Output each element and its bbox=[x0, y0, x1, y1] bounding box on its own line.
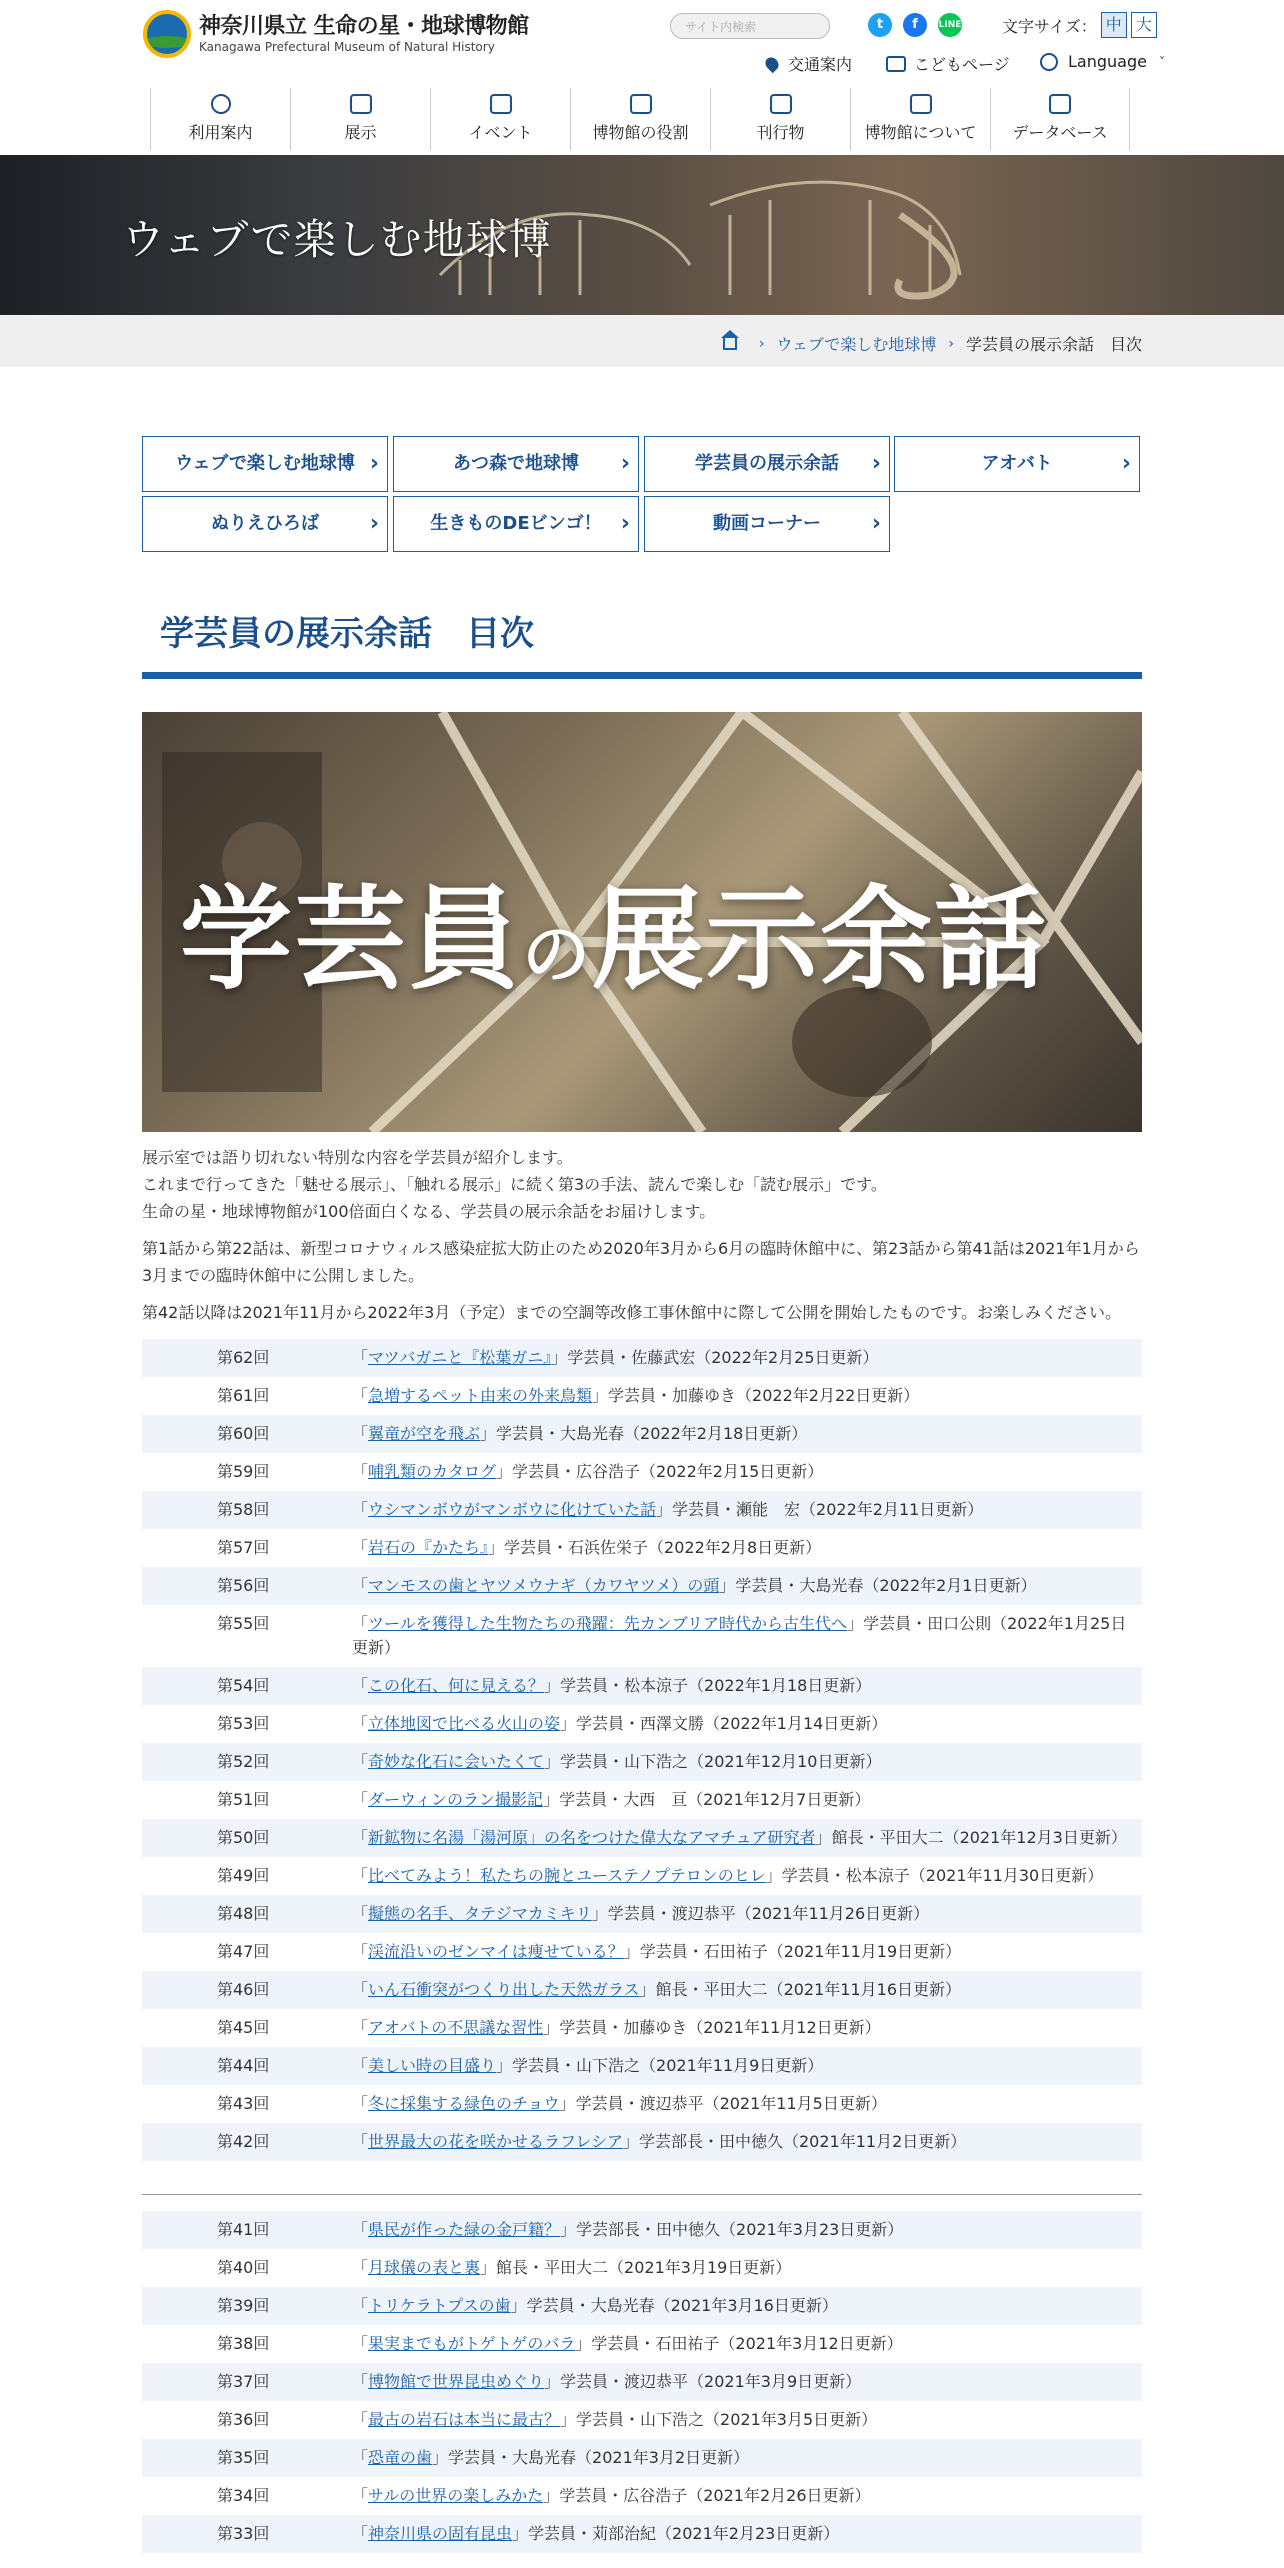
banner-title-particle: の bbox=[522, 915, 593, 995]
episode-link[interactable]: 哺乳類のカタログ bbox=[368, 1462, 497, 1481]
episode-link[interactable]: 恐竜の歯 bbox=[368, 2448, 433, 2467]
episode-meta: 学芸員・松本涼子（2021年11月30日更新） bbox=[781, 1866, 1104, 1885]
episode-meta: 学芸員・広谷浩子（2021年2月26日更新） bbox=[559, 2486, 871, 2505]
database-search-icon bbox=[1049, 94, 1071, 114]
episode-entry: 「いん石衝突がつくり出した天然ガラス」館長・平田大二（2021年11月16日更新） bbox=[352, 1971, 1142, 2009]
episode-entry: 「比べてみよう！私たちの腕とユーステノプテロンのヒレ」学芸員・松本涼子（2021年11月30日更新） bbox=[352, 1866, 1104, 1885]
category-button[interactable]: あつ森で地球博 › bbox=[393, 436, 639, 492]
gnav-database[interactable] bbox=[990, 88, 1130, 150]
episode-link[interactable]: マツバガニと『松葉ガニ』 bbox=[368, 1348, 552, 1367]
gnav-about[interactable] bbox=[850, 88, 990, 150]
episode-link[interactable]: いん石衝突がつくり出した天然ガラス bbox=[368, 1980, 640, 1999]
intro-text bbox=[142, 1144, 1142, 1326]
episode-link[interactable]: トリケラトプスの歯 bbox=[368, 2296, 511, 2315]
table-row bbox=[142, 2009, 1142, 2047]
search-input[interactable]: サイト内検索 bbox=[670, 13, 830, 39]
table-row bbox=[142, 2123, 1142, 2161]
episode-entry: 「マンモスの歯とヤツメウナギ（カワヤツメ）の頭」学芸員・大島光春（2022年2月1日更新） bbox=[352, 1567, 1142, 1605]
episode-meta: 学芸員・加藤ゆき（2022年2月22日更新） bbox=[608, 1386, 920, 1405]
table-row bbox=[142, 2211, 1142, 2249]
episode-meta: 学芸員・広谷浩子（2022年2月15日更新） bbox=[512, 1462, 824, 1481]
gnav-publications[interactable] bbox=[710, 88, 850, 150]
episode-number: 第34回 bbox=[217, 2486, 270, 2505]
episode-entry: 「翼竜が空を飛ぶ」学芸員・大島光春（2022年2月18日更新） bbox=[352, 1415, 1142, 1453]
episode-entry: 「マツバガニと『松葉ガニ』」学芸員・佐藤武宏（2022年2月25日更新） bbox=[352, 1339, 1142, 1377]
globe-hands-icon bbox=[630, 94, 652, 114]
episode-number: 第49回 bbox=[217, 1866, 270, 1885]
episode-link[interactable]: 月球儀の表と裏 bbox=[368, 2258, 481, 2277]
category-button[interactable]: アオバト › bbox=[894, 436, 1140, 492]
category-button[interactable]: ウェブで楽しむ地球博 › bbox=[142, 436, 388, 492]
table-row bbox=[142, 2439, 1142, 2477]
episode-entry: 「急増するペット由来の外来鳥類」学芸員・加藤ゆき（2022年2月22日更新） bbox=[352, 1386, 920, 1405]
site-logo[interactable] bbox=[143, 10, 529, 58]
gnav-label: 展示 bbox=[344, 123, 377, 142]
hero-title: ウェブで楽しむ地球博 bbox=[122, 215, 552, 264]
font-size-medium-button[interactable]: 中 bbox=[1101, 12, 1127, 38]
episode-number: 第55回 bbox=[217, 1614, 270, 1633]
subnav-access-label: 交通案内 bbox=[788, 55, 853, 74]
category-button[interactable]: 生きものDEビンゴ！ › bbox=[393, 496, 639, 552]
table-row bbox=[142, 1819, 1142, 1857]
table-row bbox=[142, 2047, 1142, 2085]
episode-meta: 学芸員・山下浩之（2021年12月10日更新） bbox=[560, 1752, 882, 1771]
episode-entry: 「岩石の『かたち』」学芸員・石浜佐栄子（2022年2月8日更新） bbox=[352, 1538, 822, 1557]
title-underline bbox=[142, 672, 1142, 679]
episode-number: 第33回 bbox=[142, 2515, 352, 2553]
episode-entry: 「博物館で世界昆虫めぐり」学芸員・渡辺恭平（2021年3月9日更新） bbox=[352, 2363, 1142, 2401]
museum-building-icon bbox=[910, 94, 932, 114]
episode-number: 第50回 bbox=[142, 1819, 352, 1857]
table-row bbox=[142, 1339, 1142, 1377]
episode-link[interactable]: アオバトの不思議な習性 bbox=[368, 2018, 544, 2037]
episode-entry: 「月球儀の表と裏」館長・平田大二（2021年3月19日更新） bbox=[352, 2258, 792, 2277]
episode-number: 第52回 bbox=[142, 1743, 352, 1781]
episode-number: 第39回 bbox=[142, 2287, 352, 2325]
table-row bbox=[142, 1743, 1142, 1781]
table-row bbox=[142, 2085, 1142, 2123]
twitter-icon[interactable]: t bbox=[868, 13, 892, 37]
episode-entry: 「果実までもがトゲトゲのバラ」学芸員・石田祐子（2021年3月12日更新） bbox=[352, 2334, 903, 2353]
list-divider bbox=[142, 2194, 1142, 2195]
episode-entry: 「立体地図で比べる火山の姿」学芸員・西澤文勝（2022年1月14日更新） bbox=[352, 1714, 888, 1733]
gnav-role[interactable] bbox=[570, 88, 710, 150]
logo-subtitle: Kanagawa Prefectural Museum of Natural History bbox=[199, 40, 495, 54]
episode-meta: 学芸員・渡辺恭平（2021年11月5日更新） bbox=[575, 2094, 887, 2113]
episode-entry: 「ダーウィンのラン撮影記」学芸員・大西 亘（2021年12月7日更新） bbox=[352, 1790, 871, 1809]
episode-entry: 「トリケラトプスの歯」学芸員・大島光春（2021年3月16日更新） bbox=[352, 2287, 1142, 2325]
breadcrumb-current: 学芸員の展示余話 目次 bbox=[965, 335, 1142, 354]
chevron-right-icon: › bbox=[758, 335, 765, 352]
episode-meta: 学芸員・石浜佐栄子（2022年2月8日更新） bbox=[504, 1538, 822, 1557]
global-nav bbox=[150, 88, 1130, 150]
table-row bbox=[142, 2325, 1142, 2363]
episode-number: 第48回 bbox=[142, 1895, 352, 1933]
episode-meta: 学芸員・石田祐子（2021年11月19日更新） bbox=[639, 1942, 962, 1961]
episode-number: 第46回 bbox=[142, 1971, 352, 2009]
feature-banner-image bbox=[142, 712, 1142, 1132]
episode-meta: 学芸員・大島光春（2021年3月2日更新） bbox=[448, 2448, 750, 2467]
episode-meta: 学芸員・佐藤武宏（2022年2月25日更新） bbox=[567, 1348, 879, 1367]
episode-meta: 学芸員・大島光春（2021年3月16日更新） bbox=[526, 2296, 838, 2315]
intro-line: 第42話以降は2021年11月から2022年3月（予定）までの空調等改修工事休館中に際して公開を開始したものです。お楽しみください。 bbox=[142, 1303, 1122, 1322]
table-row bbox=[142, 1895, 1142, 1933]
episode-meta: 学芸員・渡辺恭平（2021年11月26日更新） bbox=[607, 1904, 930, 1923]
episode-list-older bbox=[142, 2211, 1142, 2553]
table-row bbox=[142, 2401, 1142, 2439]
table-row bbox=[142, 1781, 1142, 1819]
fossil-icon bbox=[350, 94, 372, 114]
table-row bbox=[142, 1453, 1142, 1491]
episode-link[interactable]: 奇妙な化石に会いたくて bbox=[368, 1752, 545, 1771]
episode-link[interactable]: 岩石の『かたち』 bbox=[368, 1538, 489, 1557]
font-size-control bbox=[1002, 12, 1157, 38]
episode-link[interactable]: 世界最大の花を咲かせるラフレシア bbox=[368, 2132, 623, 2151]
episode-link[interactable]: 博物館で世界昆虫めぐり bbox=[368, 2372, 545, 2391]
banner-title bbox=[180, 850, 1048, 1011]
episode-meta: 館長・平田大二（2021年12月3日更新） bbox=[831, 1828, 1127, 1847]
table-row bbox=[142, 2287, 1142, 2325]
episode-meta: 学芸員・大島光春（2022年2月1日更新） bbox=[735, 1576, 1037, 1595]
episode-entry: 「ウシマンボウがマンボウに化けていた話」学芸員・瀬能 宏（2022年2月11日更新） bbox=[352, 1491, 1142, 1529]
episode-number: 第44回 bbox=[142, 2047, 352, 2085]
episode-link[interactable]: 比べてみよう！私たちの腕とユーステノプテロンのヒレ bbox=[368, 1866, 766, 1885]
language-label: Language bbox=[1068, 52, 1147, 71]
episode-number: 第35回 bbox=[142, 2439, 352, 2477]
episode-link[interactable]: ツールを獲得した生物たちの飛躍：先カンブリア時代から古生代へ bbox=[368, 1614, 848, 1633]
episode-number: 第45回 bbox=[217, 2018, 270, 2037]
hero-banner bbox=[0, 155, 1284, 315]
episode-meta: 学芸員・加藤ゆき（2021年11月12日更新） bbox=[559, 2018, 881, 2037]
gnav-label: 博物館について bbox=[864, 123, 977, 142]
table-row bbox=[142, 1667, 1142, 1705]
episode-number: 第47回 bbox=[217, 1942, 270, 1961]
table-row bbox=[142, 1377, 1142, 1415]
episode-entry: 「アオバトの不思議な習性」学芸員・加藤ゆき（2021年11月12日更新） bbox=[352, 2018, 881, 2037]
episode-link[interactable]: 果実までもがトゲトゲのバラ bbox=[368, 2334, 576, 2353]
banner-title-part: 展示余話 bbox=[592, 874, 1049, 1005]
episode-number: 第53回 bbox=[217, 1714, 270, 1733]
episode-number: 第51回 bbox=[217, 1790, 270, 1809]
episode-link[interactable]: 渓流沿いのゼンマイは痩せている？ bbox=[368, 1942, 624, 1961]
episode-entry: 「冬に採集する緑色のチョウ」学芸員・渡辺恭平（2021年11月5日更新） bbox=[352, 2094, 887, 2113]
episode-meta: 学芸員・瀬能 宏（2022年2月11日更新） bbox=[672, 1500, 984, 1519]
info-icon bbox=[211, 94, 231, 114]
episode-number: 第60回 bbox=[142, 1415, 352, 1453]
episode-meta: 学芸員・田口公則（2022年1月25日更新） bbox=[352, 1614, 1127, 1657]
episode-meta: 学芸員・西澤文勝（2022年1月14日更新） bbox=[576, 1714, 888, 1733]
episode-entry: 「世界最大の花を咲かせるラフレシア」学芸部長・田中徳久（2021年11月2日更新） bbox=[352, 2123, 1142, 2161]
episode-number: 第59回 bbox=[217, 1462, 270, 1481]
episode-entry: 「神奈川県の固有昆虫」学芸員・苅部治紀（2021年2月23日更新） bbox=[352, 2515, 1142, 2553]
episode-link[interactable]: 美しい時の目盛り bbox=[368, 2056, 497, 2075]
gnav-events[interactable] bbox=[430, 88, 570, 150]
gnav-exhibits[interactable] bbox=[290, 88, 430, 150]
episode-link[interactable]: 擬態の名手、タテジマカミキリ bbox=[368, 1904, 592, 1923]
episode-meta: 学芸部長・田中徳久（2021年3月23日更新） bbox=[576, 2220, 904, 2239]
episode-list-recent bbox=[142, 1339, 1142, 2161]
episode-number: 第37回 bbox=[142, 2363, 352, 2401]
home-icon[interactable] bbox=[723, 338, 737, 350]
book-icon bbox=[770, 94, 792, 114]
episode-link[interactable]: 県民が作った緑の金戸籍？ bbox=[368, 2220, 561, 2239]
gnav-label: イベント bbox=[468, 123, 533, 142]
episode-number: 第61回 bbox=[217, 1386, 270, 1405]
facebook-icon[interactable]: f bbox=[903, 13, 927, 37]
episode-number: 第38回 bbox=[217, 2334, 270, 2353]
table-row bbox=[142, 2363, 1142, 2401]
episode-number: 第54回 bbox=[142, 1667, 352, 1705]
episode-number: 第43回 bbox=[217, 2094, 270, 2113]
subnav-kids[interactable] bbox=[886, 52, 1010, 75]
episode-meta: 学芸員・石田祐子（2021年3月12日更新） bbox=[591, 2334, 903, 2353]
table-row bbox=[142, 1567, 1142, 1605]
episode-link[interactable]: サルの世界の楽しみかた bbox=[368, 2486, 544, 2505]
table-row bbox=[142, 1491, 1142, 1529]
kids-page-icon bbox=[886, 56, 906, 72]
episode-number: 第62回 bbox=[142, 1339, 352, 1377]
chevron-down-icon: ˅ bbox=[1158, 54, 1165, 69]
episode-entry: 「この化石、何に見える？」学芸員・松本涼子（2022年1月18日更新） bbox=[352, 1667, 1142, 1705]
episode-entry: 「サルの世界の楽しみかた」学芸員・広谷浩子（2021年2月26日更新） bbox=[352, 2486, 871, 2505]
table-row bbox=[142, 2515, 1142, 2553]
episode-entry: 「美しい時の目盛り」学芸員・山下浩之（2021年11月9日更新） bbox=[352, 2047, 1142, 2085]
episode-link[interactable]: 急増するペット由来の外来鳥類 bbox=[368, 1386, 593, 1405]
episode-number: 第57回 bbox=[217, 1538, 270, 1557]
episode-link[interactable]: 翼竜が空を飛ぶ bbox=[368, 1424, 481, 1443]
episode-number: 第36回 bbox=[217, 2410, 270, 2429]
font-size-label: 文字サイズ： bbox=[1002, 16, 1097, 36]
site-header bbox=[0, 0, 1284, 155]
gnav-label: 利用案内 bbox=[188, 123, 253, 142]
episode-link[interactable]: 神奈川県の固有昆虫 bbox=[368, 2524, 513, 2543]
museum-logo-icon bbox=[143, 10, 191, 58]
episode-meta: 学芸員・苅部治紀（2021年2月23日更新） bbox=[528, 2524, 840, 2543]
intro-line: 展示室では語り切れない特別な内容を学芸員が紹介します。 bbox=[142, 1148, 573, 1167]
font-size-large-button[interactable]: 大 bbox=[1131, 12, 1157, 38]
line-icon[interactable]: LINE bbox=[938, 13, 962, 37]
episode-meta: 学芸員・大島光春（2022年2月18日更新） bbox=[496, 1424, 808, 1443]
globe-icon bbox=[1040, 53, 1058, 71]
language-selector[interactable] bbox=[1040, 52, 1165, 71]
breadcrumb bbox=[0, 315, 1284, 367]
episode-entry: 「県民が作った緑の金戸籍？」学芸部長・田中徳久（2021年3月23日更新） bbox=[352, 2211, 1142, 2249]
episode-number: 第56回 bbox=[142, 1567, 352, 1605]
gnav-label: データベース bbox=[1012, 123, 1108, 142]
category-button[interactable]: ぬりえひろば › bbox=[142, 496, 388, 552]
gnav-label: 博物館の役割 bbox=[592, 123, 689, 142]
category-button[interactable]: 学芸員の展示余話 › bbox=[644, 436, 890, 492]
episode-entry: 「新鉱物に名湯「湯河原」の名をつけた偉大なアマチュア研究者」館長・平田大二（2021年12月3日更新） bbox=[352, 1819, 1142, 1857]
episode-entry: 「擬態の名手、タテジマカミキリ」学芸員・渡辺恭平（2021年11月26日更新） bbox=[352, 1895, 1142, 1933]
episode-entry: 「恐竜の歯」学芸員・大島光春（2021年3月2日更新） bbox=[352, 2439, 1142, 2477]
intro-line: 生命の星・地球博物館が100倍面白くなる、学芸員の展示余話をお届けします。 bbox=[142, 1202, 716, 1221]
episode-link[interactable]: ウシマンボウがマンボウに化けていた話 bbox=[368, 1500, 657, 1519]
episode-meta: 学芸員・山下浩之（2021年11月9日更新） bbox=[512, 2056, 824, 2075]
episode-meta: 学芸員・松本涼子（2022年1月18日更新） bbox=[560, 1676, 872, 1695]
table-row bbox=[142, 1971, 1142, 2009]
subnav-access[interactable] bbox=[766, 52, 852, 75]
episode-entry: 「奇妙な化石に会いたくて」学芸員・山下浩之（2021年12月10日更新） bbox=[352, 1743, 1142, 1781]
page-title: 学芸員の展示余話 目次 bbox=[160, 614, 534, 654]
table-row bbox=[142, 1605, 1142, 1667]
episode-meta: 学芸員・渡辺恭平（2021年3月9日更新） bbox=[560, 2372, 862, 2391]
subnav-kids-label: こどもページ bbox=[914, 55, 1010, 74]
table-row bbox=[142, 1415, 1142, 1453]
episode-meta: 館長・平田大二（2021年3月19日更新） bbox=[496, 2258, 792, 2277]
episode-link[interactable]: 冬に採集する緑色のチョウ bbox=[368, 2094, 560, 2113]
episode-link[interactable]: マンモスの歯とヤツメウナギ（カワヤツメ）の頭 bbox=[368, 1576, 720, 1595]
intro-line: これまで行ってきた「魅せる展示」、「触れる展示」に続く第3の手法、読んで楽しむ「読む展示」です。 bbox=[142, 1175, 887, 1194]
episode-number: 第58回 bbox=[142, 1491, 352, 1529]
episode-entry: 「哺乳類のカタログ」学芸員・広谷浩子（2022年2月15日更新） bbox=[352, 1462, 824, 1481]
gnav-label: 刊行物 bbox=[756, 123, 805, 142]
episode-entry: 「最古の岩石は本当に最古？」学芸員・山下浩之（2021年3月5日更新） bbox=[352, 2410, 878, 2429]
episode-number: 第42回 bbox=[142, 2123, 352, 2161]
table-row bbox=[142, 1933, 1142, 1971]
table-row bbox=[142, 2477, 1142, 2515]
banner-title-part: 学芸員 bbox=[180, 874, 522, 1005]
map-pin-icon bbox=[763, 54, 781, 72]
episode-link[interactable]: ダーウィンのラン撮影記 bbox=[368, 1790, 544, 1809]
intro-line: 第1話から第22話は、新型コロナウィルス感染症拡大防止のため2020年3月から6月の臨時休館中に、第23話から第41話は2021年1月から3月までの臨時休館中に公開しました。 bbox=[142, 1239, 1140, 1285]
gnav-guide[interactable] bbox=[150, 88, 290, 150]
table-row bbox=[142, 2249, 1142, 2287]
episode-link[interactable]: 新鉱物に名湯「湯河原」の名をつけた偉大なアマチュア研究者 bbox=[368, 1828, 816, 1847]
episode-meta: 館長・平田大二（2021年11月16日更新） bbox=[655, 1980, 962, 1999]
logo-title: 神奈川県立 生命の星・地球博物館 bbox=[199, 14, 529, 39]
event-icon bbox=[490, 94, 512, 114]
category-button[interactable]: 動画コーナー › bbox=[644, 496, 890, 552]
episode-entry: 「ツールを獲得した生物たちの飛躍：先カンブリア時代から古生代へ」学芸員・田口公則（2022年1月25日更新） bbox=[352, 1614, 1127, 1657]
episode-link[interactable]: この化石、何に見える？ bbox=[368, 1676, 545, 1695]
episode-number: 第41回 bbox=[142, 2211, 352, 2249]
episode-link[interactable]: 立体地図で比べる火山の姿 bbox=[368, 1714, 561, 1733]
episode-entry: 「渓流沿いのゼンマイは痩せている？」学芸員・石田祐子（2021年11月19日更新） bbox=[352, 1942, 962, 1961]
chevron-right-icon: › bbox=[948, 335, 954, 352]
breadcrumb-parent[interactable]: ウェブで楽しむ地球博 bbox=[776, 335, 937, 354]
table-row bbox=[142, 1857, 1142, 1895]
episode-meta: 学芸員・山下浩之（2021年3月5日更新） bbox=[576, 2410, 878, 2429]
episode-meta: 学芸員・大西 亘（2021年12月7日更新） bbox=[559, 1790, 871, 1809]
table-row bbox=[142, 1529, 1142, 1567]
episode-meta: 学芸部長・田中徳久（2021年11月2日更新） bbox=[639, 2132, 967, 2151]
episode-number: 第40回 bbox=[217, 2258, 270, 2277]
table-row bbox=[142, 1705, 1142, 1743]
episode-link[interactable]: 最古の岩石は本当に最古？ bbox=[368, 2410, 561, 2429]
